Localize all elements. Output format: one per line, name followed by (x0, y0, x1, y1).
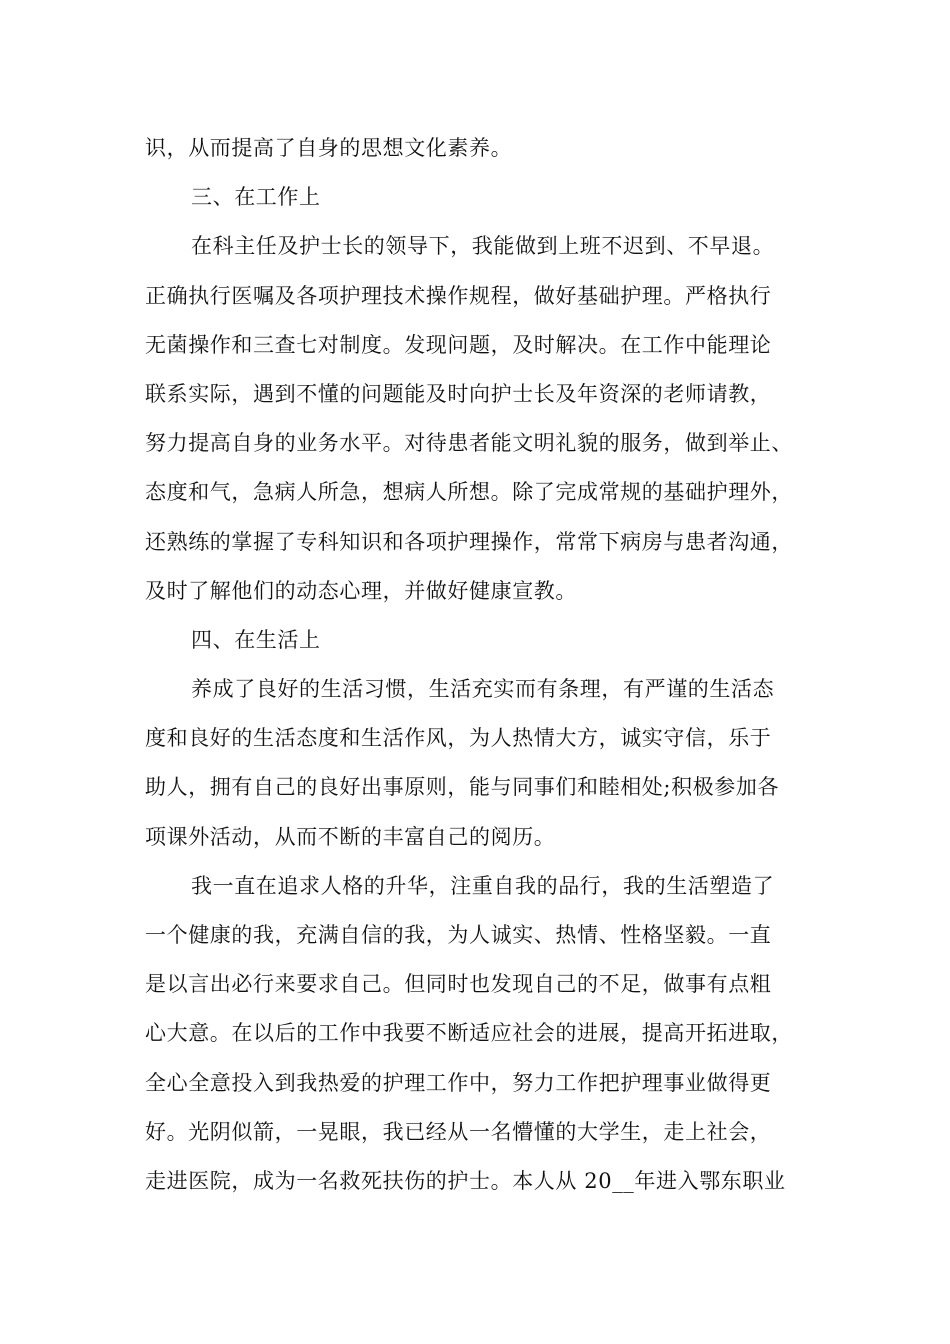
text-line: 是以言出必行来要求自己。但同时也发现自己的不足，做事有点粗 (145, 972, 772, 997)
text-line: 态度和气，急病人所急，想病人所想。除了完成常规的基础护理外， (145, 480, 793, 505)
text-line: 三、在工作上 (191, 185, 321, 210)
text-line: 无菌操作和三查七对制度。发现问题，及时解决。在工作中能理论 (145, 332, 772, 357)
text-line: 心大意。在以后的工作中我要不断适应社会的进展，提高开拓进取， (145, 1021, 793, 1046)
text-line: 走进医院，成为一名救死扶伤的护士。本人从 20__年进入鄂东职业 (145, 1168, 786, 1193)
text-line: 识，从而提高了自身的思想文化素养。 (145, 136, 513, 160)
text-line: 全心全意投入到我热爱的护理工作中，努力工作把护理事业做得更 (145, 1070, 772, 1095)
text-line: 度和良好的生活态度和生活作风，为人热情大方，诚实守信，乐于 (145, 726, 772, 751)
text-line: 好。光阴似箭，一晃眼，我已经从一名懵懂的大学生，走上社会， (145, 1119, 772, 1144)
text-line: 联系实际，遇到不懂的问题能及时向护士长及年资深的老师请教， (145, 381, 772, 406)
text-line: 一个健康的我，充满自信的我，为人诚实、热情、性格坚毅。一直 (145, 923, 772, 947)
text-line: 四、在生活上 (191, 627, 321, 652)
text-line: 我一直在追求人格的升华，注重自我的品行，我的生活塑造了 (191, 873, 775, 898)
text-line: 正确执行医嘱及各项护理技术操作规程，做好基础护理。严格执行 (145, 283, 772, 308)
text-line: 还熟练的掌握了专科知识和各项护理操作，常常下病房与患者沟通， (145, 529, 793, 554)
text-line: 及时了解他们的动态心理，并做好健康宣教。 (145, 578, 577, 603)
document-body (145, 124, 825, 1206)
text-line: 助人，拥有自己的良好出事原则，能与同事们和睦相处;积极参加各 (145, 775, 780, 800)
text-line: 项课外活动，从而不断的丰富自己的阅历。 (145, 824, 556, 849)
text-line: 养成了良好的生活习惯，生活充实而有条理，有严谨的生活态 (191, 677, 775, 702)
text-line: 努力提高自身的业务水平。对待患者能文明礼貌的服务，做到举止、 (145, 431, 793, 456)
text-line: 在科主任及护士长的领导下，我能做到上班不迟到、不早退。 (191, 234, 775, 259)
